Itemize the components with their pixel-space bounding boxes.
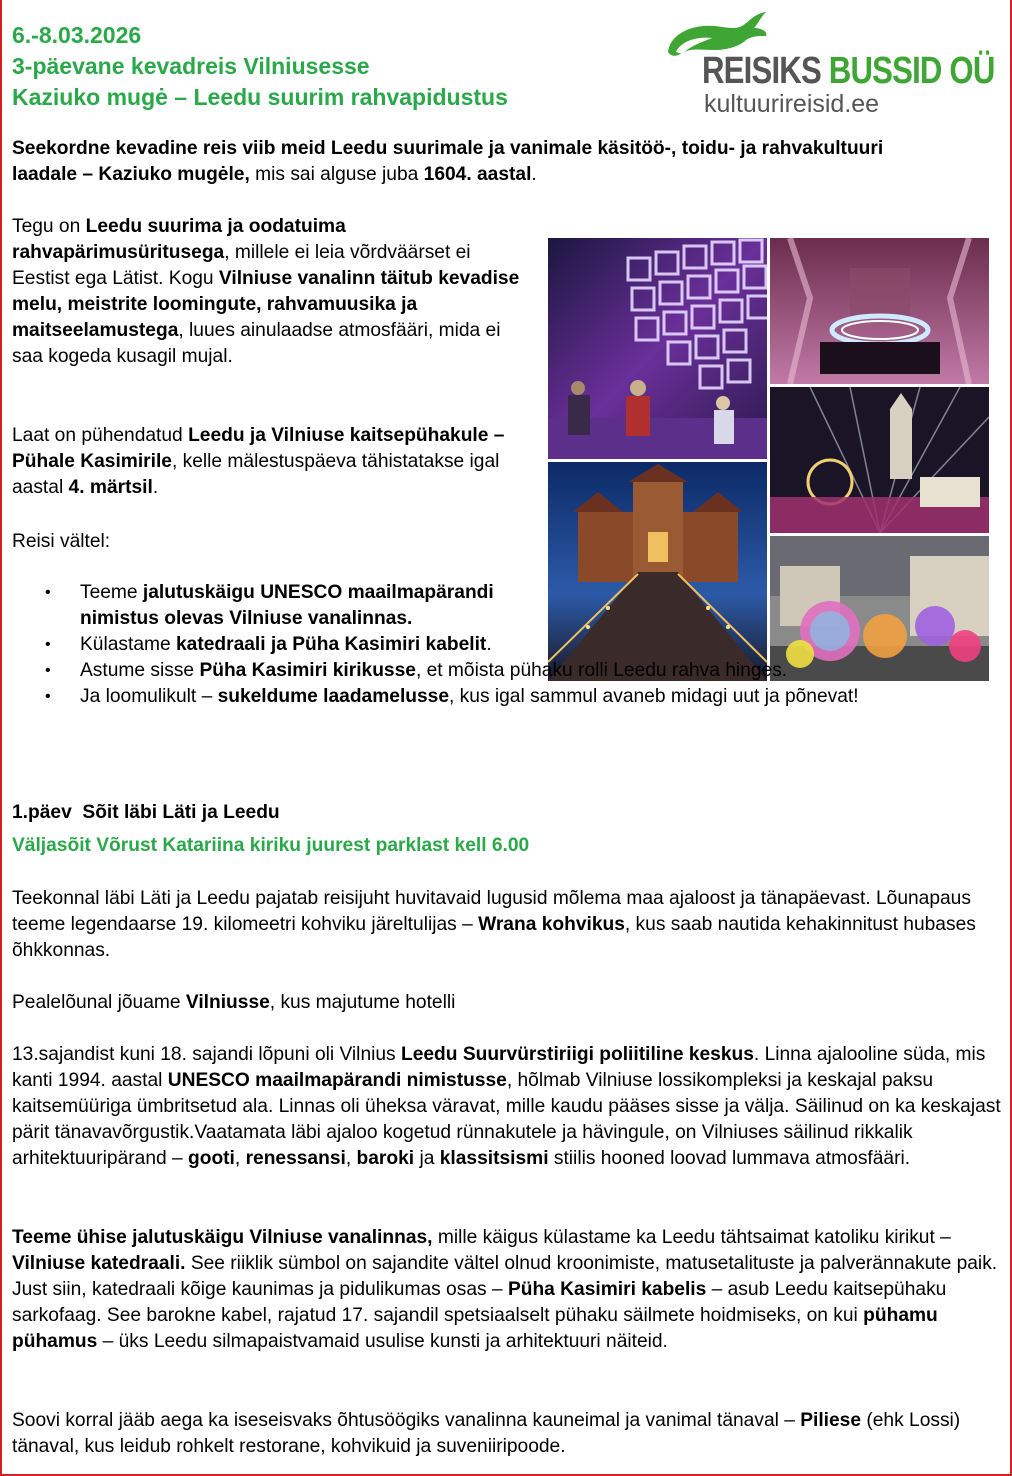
trip-dates: 6.-8.03.2026 — [12, 22, 142, 48]
logo-company-name: REISIKS BUSSID OÜ — [702, 50, 995, 92]
vilnius-history-paragraph: 13.sajandist kuni 18. sajandi lõpuni oli Vilnius Leedu Suurvürstiriigi poliitiline keskus. Linna ajalooline süda, mis kanti 1994. aastal UNESCO maailmapärandi nimistusse, hõlmab Vilniuse lossikompleksi ja keskajal paksu kaitsemüüriga ümbritsetud ala. Linnas oli üheksa väravat, mille kaudu pääses sisse ja välja. Säilinud on ka keskajast pärit tänavavõrgustik.Vaatamata läbi ajaloo kogetud rünnakutele ja hävingule, on Vilniuses säilinud rikkalik arhitektuuripärand – gooti, renessansi, baroki ja klassitsismi stiilis hooned loovad lummava atmosfääri. — [12, 1044, 1001, 1169]
day1-heading: 1.päev Sõit läbi Läti ja Leedu — [12, 802, 280, 823]
departure-info: Väljasõit Võrust Katariina kiriku juurest parklast kell 6.00 — [12, 835, 530, 856]
header-title — [12, 20, 508, 113]
event-description-paragraph: Tegu on Leedu suurima ja oodatuima rahvapärimusüritusega, millele ei leia võrdväärset ei Eestist ega Lätist. Kogu Vilniuse vanalinn täitub kevadise melu, meistrite loomingute, rahvamuusika ja maitseelamustega, luues ainulaadse atmosfääri, mida ei saa kogeda kusagil mujal. — [12, 216, 520, 367]
list-item: • Teeme jalutuskäigu UNESCO maailmapärandi nimistus olevas Vilniuse vanalinnas. — [45, 582, 494, 629]
list-item: • Astume sisse Püha Kasimiri kirikusse, et mõista pühaku rolli Leedu rahva hinges. — [45, 660, 788, 681]
company-logo — [662, 6, 995, 118]
list-item: • Külastame katedraali ja Püha Kasimiri kabelit. — [45, 634, 492, 655]
logo-url: kultuurireisid.ee — [704, 90, 880, 118]
trip-highlights-label: Reisi vältel: — [12, 531, 111, 552]
trip-highlights-list — [12, 580, 859, 710]
cathedral-walk-paragraph: Teeme ühise jalutuskäigu Vilniuse vanalinnas, mille käigus külastame ka Leedu tähtsaimat katoliku kirikut – Vilniuse katedraali. See riiklik sümbol on sajandite vältel olnud kroonimiste, matusetalituste ja palverännakute paik. Just siin, katedraali kõige kaunimas ja pidulikumas osas – Püha Kasimiri kabelis – asub Leedu kaitsepühaku sarkofaag. See barokne kabel, rajatud 17. sajandil spetsiaalselt pühaku säilmete hoidmiseks, on kui pühamu pühamus – üks Leedu silmapaistvamaid usulise kunsti ja arhitektuuri näiteid. — [12, 1227, 998, 1352]
arrival-paragraph: Pealelõunal jõuame Vilniusse, kus majutume hotelli — [12, 992, 456, 1013]
saint-casimir-paragraph: Laat on pühendatud Leedu ja Vilniuse kaitsepühakule – Pühale Kasimirile, kelle mälestuspäeva tähistatakse igal aastal 4. märtsil. — [12, 425, 505, 498]
photo-cathedral-square-lights — [770, 387, 989, 533]
photo-light-installation-street — [548, 238, 767, 459]
list-item: • Ja loomulikult – sukeldume laadamelusse, kus igal sammul avaneb midagi uut ja põnevat! — [45, 686, 859, 707]
event-title: Kaziuko mugė – Leedu suurim rahvapidustus — [12, 84, 508, 110]
trip-subtitle: 3-päevane kevadreis Vilniusesse — [12, 53, 370, 79]
intro-paragraph: Seekordne kevadine reis viib meid Leedu suurimale ja vanimale käsitöö-, toidu- ja rahvakultuuri laadale – Kaziuko mugėle, mis sai alguse juba 1604. aastal. — [12, 138, 884, 185]
photo-church-light-ring — [770, 238, 989, 384]
dinner-paragraph: Soovi korral jääb aega ka iseseisvaks õhtusöögiks vanalinna kauneimal ja vanimal tänaval – Piliese (ehk Lossi) tänaval, kus leidub rohkelt restorane, kohvikuid ja suveniiripoode. — [12, 1410, 961, 1457]
journey-paragraph: Teekonnal läbi Läti ja Leedu pajatab reisijuht huvitavaid lugusid mõlema maa ajaloost ja tänapäevast. Lõunapaus teeme legendaarse 19. kilomeetri kohviku järeltulijas – Wrana kohvikus, kus saab nautida kehakinnitust hubases õhkkonnas. — [12, 888, 976, 961]
